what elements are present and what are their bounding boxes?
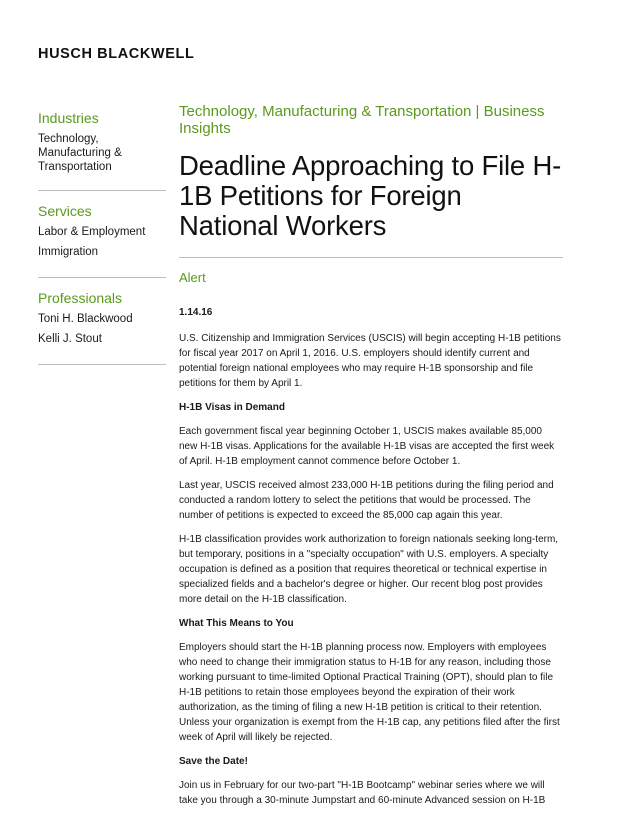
article-category: Technology, Manufacturing & Transportation | Business Insights [179, 103, 545, 137]
article [179, 103, 563, 817]
section-heading-what-this-means: What This Means to You [179, 618, 294, 629]
professionals-heading: Professionals [38, 290, 123, 306]
section-heading-save-the-date: Save the Date! [179, 756, 248, 767]
article-body [179, 331, 563, 808]
professional-link-blackwood[interactable]: Toni H. Blackwood [38, 313, 133, 325]
section-heading-visas-in-demand: H-1B Visas in Demand [179, 402, 285, 413]
industries-heading: Industries [38, 110, 99, 126]
services-heading: Services [38, 203, 92, 219]
industry-link-technology[interactable]: Technology, Manufacturing & Transportation [38, 133, 122, 173]
paragraph: H-1B classification provides work authorization to foreign nationals seeking long-term, but temporary, positions in a "specialty occupation" with U.S. employers. A specialty occupation is defined as a position that requires theoretical or technical expertise in specialized fields and a bachelor's degree or higher. Our recent blog post provides more detail on the H-1B classification. [179, 534, 559, 605]
article-date: 1.14.16 [179, 307, 213, 318]
paragraph: Join us in February for our two-part "H-1B Bootcamp" webinar series where we will take you through a 30-minute Jumpstart and 60-minute Advanced session on H-1B [179, 780, 546, 806]
professionals-section [38, 290, 166, 365]
intro-paragraph: U.S. Citizenship and Immigration Services (USCIS) will begin accepting H-1B petitions for fiscal year 2017 on April 1, 2016. U.S. employers should identify current and potential foreign national employees who may require H-1B sponsorship and file petitions for them by April 1. [179, 333, 561, 389]
paragraph: Each government fiscal year beginning October 1, USCIS makes available 85,000 new H-1B visas. Applications for the available H-1B visas are accepted the first week of April. H-1B employment cannot commence before October 1. [179, 426, 555, 467]
industries-section [38, 110, 166, 191]
article-type: Alert [179, 270, 206, 285]
sidebar [38, 110, 166, 377]
paragraph: Last year, USCIS received almost 233,000 H-1B petitions during the filing period and conducted a random lottery to select the petitions that would be processed. The number of petitions is expected to exceed the 85,000 cap again this year. [179, 480, 554, 521]
company-logo: HUSCH BLACKWELL [38, 46, 195, 62]
article-title: Deadline Approaching to File H-1B Petitions for Foreign National Workers [179, 150, 562, 241]
service-link-immigration[interactable]: Immigration [38, 246, 99, 258]
title-divider [179, 257, 563, 258]
paragraph: Employers should start the H-1B planning process now. Employers with employees who need to change their immigration status to H-1B for any reason, including those working pursuant to time-limited Optional Practical Training (OPT), should plan to file H-1B petitions to retain those employees beyond the expiration of their work authorization, as the timing of filing a new H-1B petition is critical to their retention. Unless your organization is exempt from the H-1B cap, any petitions filed after the first week of April will likely be rejected. [179, 642, 560, 743]
professional-link-stout[interactable]: Kelli J. Stout [38, 333, 102, 345]
services-section [38, 203, 166, 278]
service-link-labor-employment[interactable]: Labor & Employment [38, 226, 146, 238]
